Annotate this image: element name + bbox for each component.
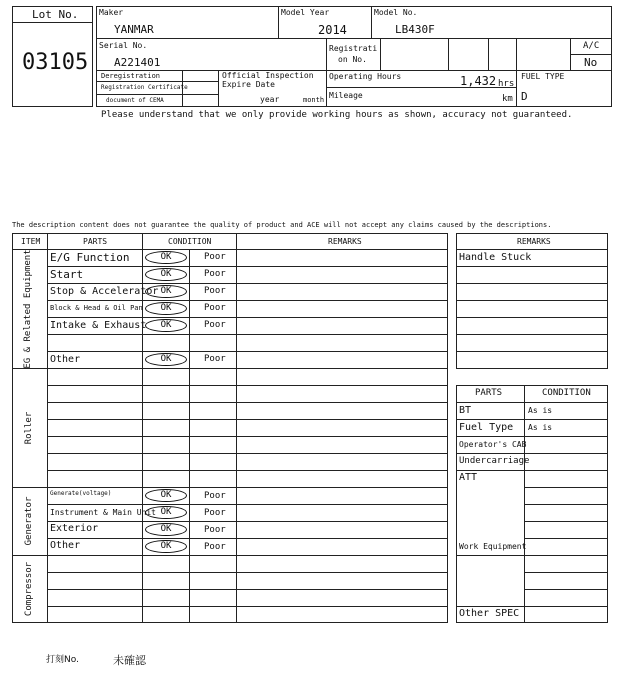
gen-poor-2: Poor [204,525,226,535]
poor-0: Poor [204,252,226,262]
eg-part-2: Stop & Accelerator [50,286,159,297]
part-other-spec: Other SPEC [459,608,520,619]
section-generator-label: Generator [24,496,34,546]
month-label: month [303,96,325,104]
ok-marker-5: OK [145,353,187,366]
gen-poor-1: Poor [204,508,226,518]
model-year-value: 2014 [318,23,347,37]
ok-marker-1: OK [145,268,187,281]
gen-poor-3: Poor [204,542,226,552]
part-bt: BT [459,405,472,416]
lot-label: Lot No. [32,8,79,21]
ac-value: No [584,56,598,69]
inspection-label-2: Expire Date [222,80,275,89]
operating-hours-label: Operating Hours [329,72,402,81]
eg-part-3: Block & Head & Oil Pan [50,304,143,312]
section-eg-label: EG & Related Equipment [23,249,33,369]
poor-1: Poor [204,269,226,279]
parts-col-header: PARTS [475,388,503,398]
registration-certificate-label: Registration Certificate [101,84,188,91]
condition-bt: As is [528,406,553,415]
remarks-entry-0: Handle Stuck [459,252,532,263]
hours-notice: Please understand that we only provide working hours as shown, accuracy not guaranteed. [101,110,573,120]
col-condition: CONDITION [168,237,212,246]
model-no-label: Model No. [374,8,418,17]
km-unit: km [502,94,513,104]
col-item: ITEM [21,237,41,246]
gen-part-2: Exterior [50,523,99,534]
ok-marker-0: OK [145,251,187,264]
hrs-unit: hrs [498,79,515,89]
model-no-value: LB430F [395,23,435,36]
gen-ok-marker-0: OK [145,489,187,502]
eg-part-4: Intake & Exhaust [50,320,147,331]
remarks-title: REMARKS [517,237,551,246]
stamp-no-value: 未確認 [113,654,146,667]
maker-label: Maker [99,8,124,17]
serial-value: A221401 [114,56,161,69]
gen-ok-marker-1: OK [145,506,187,519]
part-att: ATT [459,472,478,483]
part-work-equipment: Work Equipment [459,542,527,551]
ok-marker-2: OK [145,285,187,298]
fuel-type-label: FUEL TYPE [521,72,565,81]
registration-label-1: Registrati [329,44,378,53]
gen-part-1: Instrument & Main Unit [50,508,156,517]
poor-4: Poor [204,320,226,330]
mileage-label: Mileage [329,91,363,100]
eg-part-1: Start [50,268,84,281]
description-notice: The description content does not guarantee the quality of product and ACE will not accept any claims caused by the descriptions. [12,221,552,229]
part-undercarriage: Undercarriage [459,456,530,466]
ac-label: A/C [583,41,600,51]
year-label: year [260,95,280,104]
registration-label-2: on No. [338,55,367,64]
poor-5: Poor [204,354,226,364]
gen-ok-marker-2: OK [145,523,187,536]
cema-label: document of CEMA [106,97,164,104]
eg-part-5: Other [50,354,81,365]
part-fuel-type: Fuel Type [459,422,514,433]
poor-2: Poor [204,286,226,296]
ok-marker-4: OK [145,319,187,332]
eg-part-0: E/G Function [50,251,130,264]
fuel-type-value: D [521,90,528,103]
col-remarks: REMARKS [328,237,362,246]
part-operator-cab: Operator's CAB [459,440,527,449]
section-compressor-label: Compressor [24,561,34,617]
operating-hours-value: 1,432 [460,74,497,88]
maker-value: YANMAR [114,23,154,36]
poor-3: Poor [204,303,226,313]
serial-label: Serial No. [99,41,148,50]
col-parts: PARTS [83,237,108,246]
ok-marker-3: OK [145,302,187,315]
section-roller-label: Roller [24,411,34,445]
gen-part-3: Other [50,540,81,551]
lot-value: 03105 [22,50,89,75]
stamp-no-label: 打刻No. [46,655,79,665]
gen-part-0: Generate(voltage) [50,490,112,497]
model-year-label: Model Year [281,8,330,17]
inspection-label-1: Official Inspection [222,71,314,80]
condition-col-header: CONDITION [542,388,591,398]
deregistration-label: Deregistration [101,72,161,80]
gen-poor-0: Poor [204,491,226,501]
gen-ok-marker-3: OK [145,540,187,553]
condition-fuel-type: As is [528,423,553,432]
